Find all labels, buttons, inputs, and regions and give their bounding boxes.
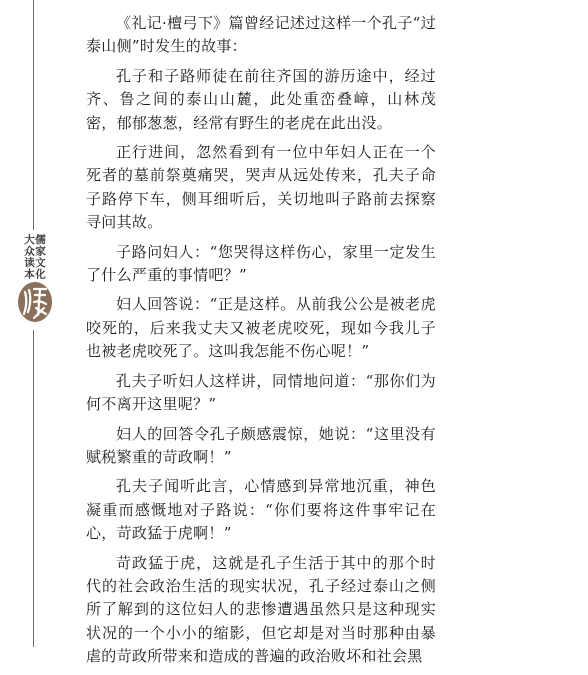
paragraph: 妇人的回答令孔子颇感震惊，她说：“这里没有赋税繁重的苛政啊！” bbox=[86, 424, 436, 466]
ru-seal-icon bbox=[16, 280, 54, 324]
paragraph: 妇人回答说：“正是这样。从前我公公是被老虎咬死的，后来我丈夫又被老虎咬死，现如今我儿子也被老虎咬死了。这叫我怎能不伤心呢！” bbox=[86, 295, 436, 361]
series-title-right: 儒家文化 bbox=[34, 234, 46, 280]
paragraph: 孔夫子闻听此言，心情感到异常地沉重，神色凝重而感慨地对子路说：“你们要将这件事牢记在心，苛政猛于虎啊！” bbox=[86, 477, 436, 543]
series-title-left: 大众读本 bbox=[23, 234, 35, 280]
paragraph: 苛政猛于虎，这就是孔子生活于其中的那个时代的社会政治生活的现实状况，孔子经过泰山之侧所了解到的这位妇人的悲惨遭遇虽然只是这种现实状况的一个小小的缩影，但它却是对当时那种由暴虐的苛政所带来和造成的普遍的政治败坏和社会黑 bbox=[86, 553, 436, 666]
series-label bbox=[23, 230, 45, 284]
margin-rule-top bbox=[33, 0, 34, 238]
paragraph: 孔夫子听妇人这样讲，同情地问道：“那你们为何不离开这里呢？” bbox=[86, 371, 436, 414]
margin-rule-bottom bbox=[33, 330, 34, 647]
paragraph: 子路问妇人：“您哭得这样伤心，家里一定发生了什么严重的事情吧？” bbox=[86, 242, 436, 285]
paragraph: 《礼记·檀弓下》篇曾经记述过这样一个孔子“过泰山侧”时发生的故事： bbox=[86, 14, 436, 56]
paragraph: 孔子和子路师徒在前往齐国的游历途中，经过齐、鲁之间的泰山山麓，此处重峦叠嶂，山林茂密，郁郁葱葱，经常有野生的老虎在此出没。 bbox=[86, 66, 436, 132]
article-body bbox=[86, 12, 436, 675]
paragraph: 正行进间，忽然看到有一位中年妇人正在一个死者的墓前祭奠痛哭，哭声从远处传来，孔夫子命子路停下车，侧耳细听后，关切地叫子路前去探察寻问其故。 bbox=[86, 143, 436, 232]
